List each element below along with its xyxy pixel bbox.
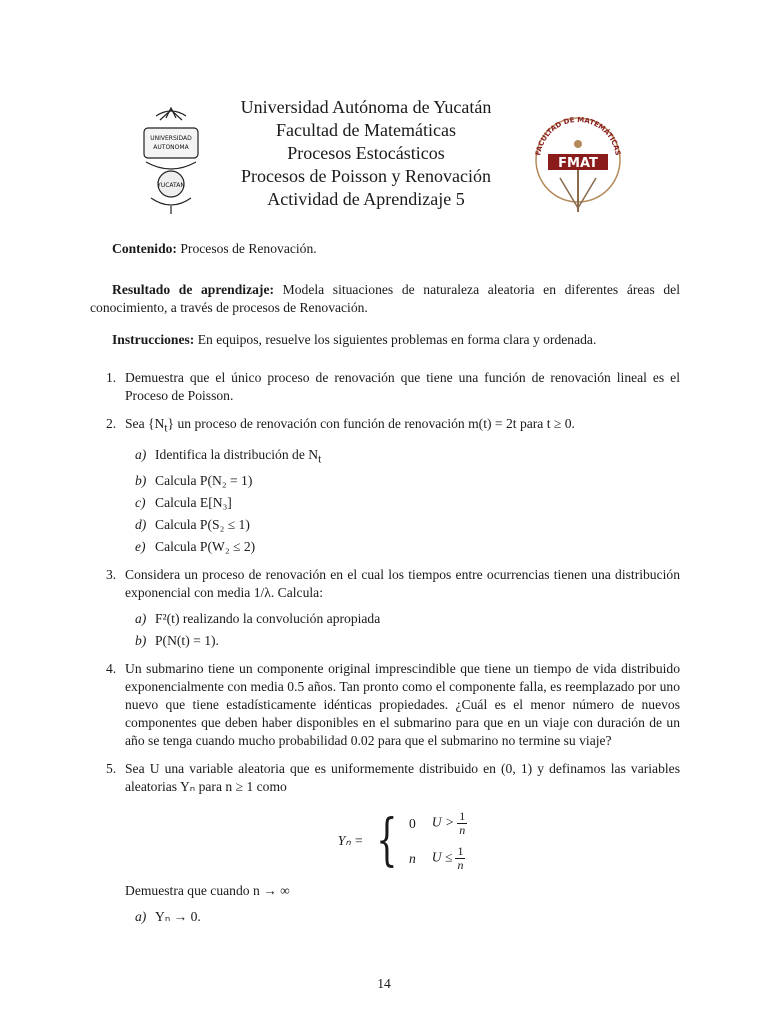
problem-text: Sea U una variable aleatoria que es uniformemente distribuido en (0, 1) y definamos las variables aleatorias Yₙ para n ≥ 1 como [125, 761, 680, 795]
frac-den: n [459, 823, 466, 838]
contenido-text: Procesos de Renovación. [180, 241, 317, 256]
subitem [125, 632, 680, 650]
uady-logo-text-1: UNIVERSIDAD [150, 135, 192, 142]
problem-text: Considera un proceso de renovación en el cual los tiempos entre ocurrencias tienen una distribución exponencial con media 1/λ. Calcula: [125, 567, 680, 601]
topic-name: Procesos de Poisson y Renovación [241, 166, 491, 186]
problem-text: Un submarino tiene un componente original imprescindible que tiene un tiempo de vida distribuido exponencialmente con media 0.5 años. Tan pronto como el componente falla, es reemplazado por uno nuevo que tiene estadísticamente idénticas propiedades. ¿Cuál es el menor número de nuevos componentes que deben haber disponibles en el submarino para que en un viaje con duración de un año se tenga cuando mucho probabilidad 0.02 para que el submarino no termine su viaje? [125, 661, 680, 749]
brace-symbol: { [376, 808, 398, 874]
subitem-list [125, 908, 680, 926]
formula-value: 0 [409, 815, 416, 831]
problem-4 [90, 660, 680, 750]
problem-5 [90, 760, 680, 926]
subitem-sub: t [318, 453, 322, 466]
problem-number: 2. [106, 416, 117, 431]
problem-2 [90, 415, 680, 556]
subitem-text: P(N(t) = 1). [155, 633, 219, 649]
problem-number: 1. [106, 370, 117, 385]
subitem [125, 908, 680, 926]
subitem [125, 538, 680, 556]
subitem-letter: a) [135, 446, 147, 462]
university-name: Universidad Autónoma de Yucatán [240, 97, 492, 117]
subitem-letter: d) [135, 517, 147, 533]
problem-text-b: } un proceso de renovación con función de renovación m(t) = 2t para t ≥ 0. [167, 416, 575, 431]
subitem-letter: c) [135, 495, 146, 511]
subitem [125, 610, 680, 628]
subitem [125, 494, 680, 512]
document-body [90, 240, 680, 930]
uady-logo [136, 106, 206, 216]
fmat-logo [530, 110, 626, 214]
subitem-text: Calcula E[N₃] [155, 495, 232, 511]
formula-value: n [409, 850, 416, 866]
problem-1 [90, 369, 680, 405]
instrucciones-paragraph [90, 331, 680, 349]
fmat-logo-badge: FMAT [558, 156, 598, 171]
piecewise-formula [125, 810, 680, 872]
subitem-letter: e) [135, 539, 146, 555]
subitem-text: F²(t) realizando la convolución apropiada [155, 611, 381, 627]
problem-number: 5. [106, 761, 117, 777]
resultado-label: Resultado de aprendizaje: [112, 282, 274, 297]
contenido-paragraph [90, 240, 680, 258]
subitem [125, 446, 680, 469]
svg-text:FACULTAD DE MATEMÁTICAS [534, 116, 621, 156]
subitem-letter: a) [135, 909, 147, 925]
subitem-list [125, 610, 680, 650]
subitem-text: Calcula P(S₂ ≤ 1) [155, 517, 250, 533]
subitem [125, 516, 680, 534]
subitem-text: Yₙ → 0. [155, 909, 201, 925]
fmat-logo-arc-text: FACULTAD DE MATEMÁTICAS [534, 115, 622, 157]
problem-text-a: Sea {N [125, 416, 165, 431]
problem-number: 4. [106, 661, 117, 677]
formula-row-1 [409, 810, 467, 837]
subitem-letter: b) [135, 633, 147, 649]
resultado-text: Modela situaciones de naturaleza aleatoria en diferentes áreas del conocimiento, a través de procesos de Renovación. [90, 282, 680, 315]
activity-name: Actividad de Aprendizaje 5 [267, 189, 465, 209]
frac-num: 1 [459, 809, 466, 824]
problem-text: Demuestra que el único proceso de renovación que tiene una función de renovación lineal es el Proceso de Poisson. [125, 370, 680, 403]
subitem-list [125, 446, 680, 557]
uady-logo-text-2: AUTONOMA [153, 144, 189, 151]
page-number: 14 [377, 976, 391, 991]
problem-after-text: Demuestra que cuando n → ∞ [125, 883, 290, 899]
subitem-letter: a) [135, 611, 147, 627]
subitem-letter: b) [135, 473, 147, 489]
course-name: Procesos Estocásticos [287, 143, 445, 163]
subitem-text: Calcula P(N₂ = 1) [155, 473, 253, 489]
frac-num: 1 [457, 844, 464, 859]
problem-list [90, 369, 680, 926]
faculty-name: Facultad de Matemáticas [276, 120, 456, 140]
subitem-text: Identifica la distribución de N [155, 446, 319, 462]
formula-condition: U ≤ [431, 850, 453, 866]
subitem-text: Calcula P(W₂ ≤ 2) [155, 539, 256, 555]
contenido-label: Contenido: [112, 241, 177, 256]
formula-row-2 [409, 845, 467, 872]
problem-number: 3. [106, 567, 117, 583]
problem-3 [90, 566, 680, 650]
resultado-paragraph [90, 281, 680, 317]
uady-logo-text-3: YUCATAN [157, 182, 185, 189]
formula-lhs: Yₙ = [337, 833, 364, 849]
problem-text-sub: t [164, 422, 168, 435]
frac-den: n [457, 858, 464, 873]
document-header-title [216, 96, 516, 211]
instrucciones-label: Instrucciones: [112, 332, 195, 347]
subitem [125, 472, 680, 490]
instrucciones-text: En equipos, resuelve los siguientes problemas en forma clara y ordenada. [197, 332, 597, 347]
formula-condition: U > [431, 815, 455, 831]
